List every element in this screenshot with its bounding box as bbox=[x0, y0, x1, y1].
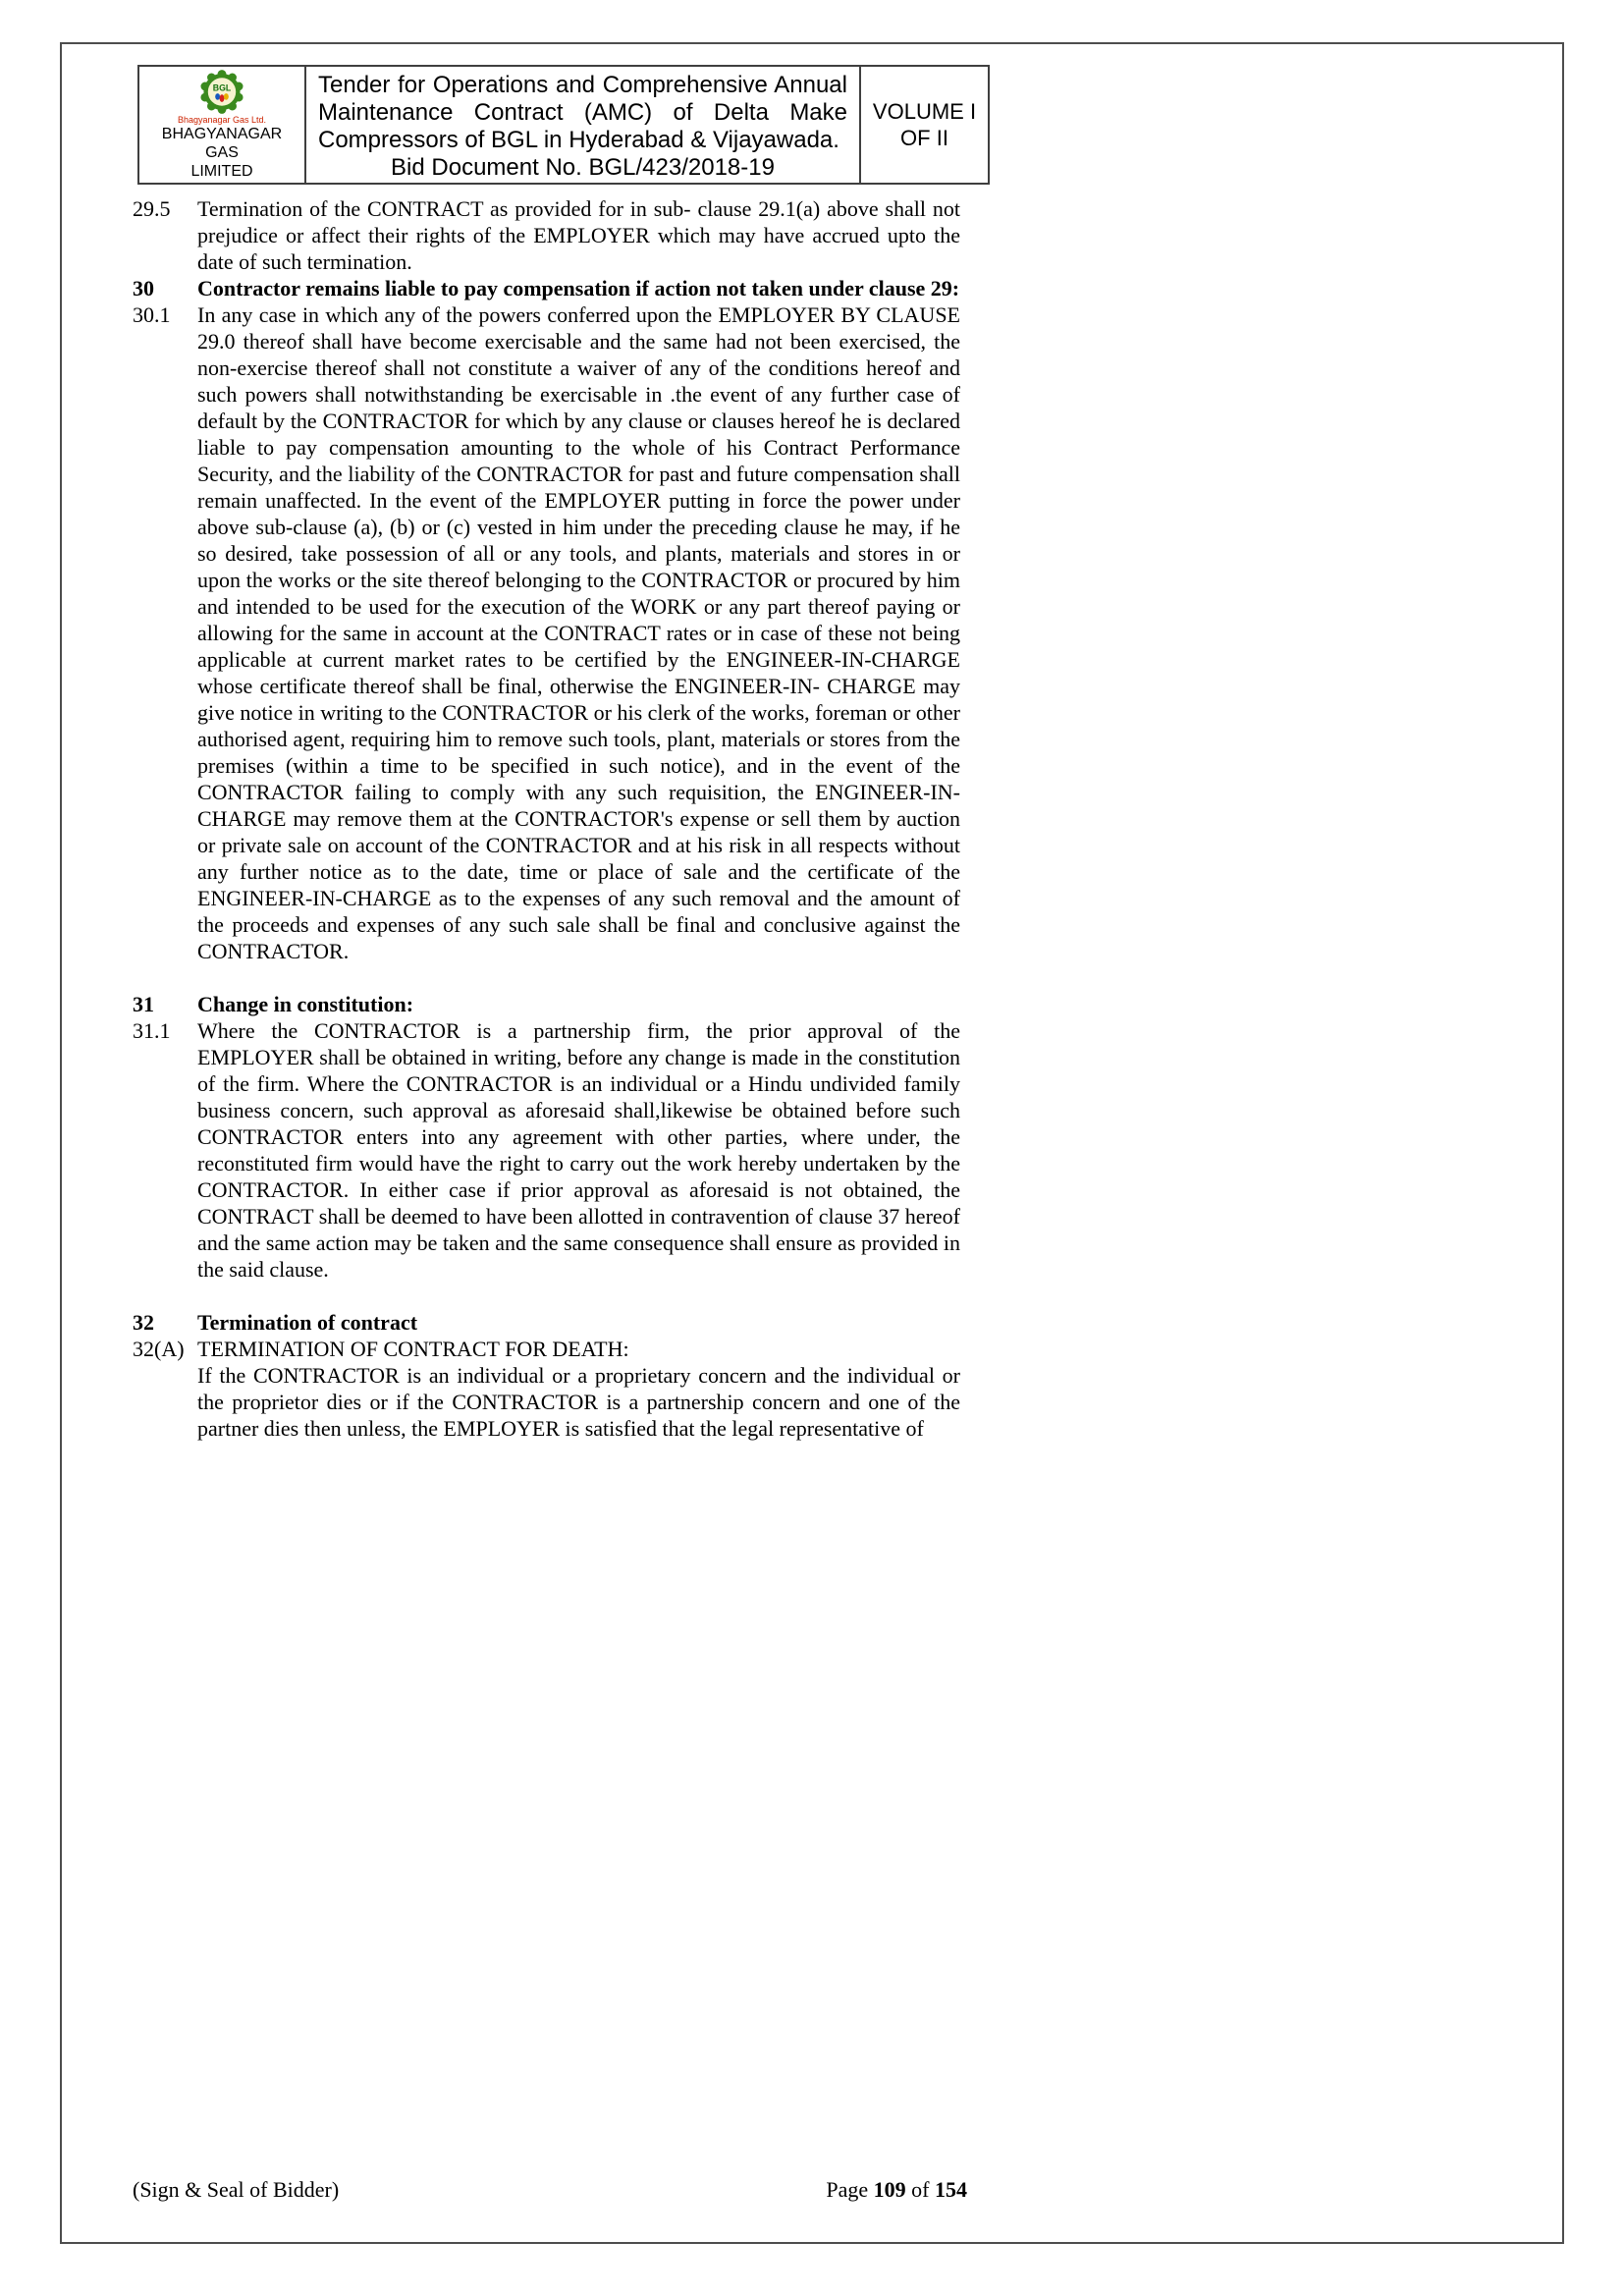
page-total: 154 bbox=[935, 2177, 967, 2202]
clause-30-heading bbox=[133, 275, 960, 301]
org-name-line1: BHAGYANAGAR GAS bbox=[161, 126, 283, 161]
page-label: Page bbox=[826, 2177, 869, 2202]
tender-title: Tender for Operations and Comprehensive Annual Maintenance Contract (AMC) of Delta Make Compressors of BGL in Hyderabad & Vijayawada. bbox=[318, 72, 847, 153]
page-number: 109 bbox=[873, 2177, 906, 2202]
of-label: of bbox=[911, 2177, 930, 2202]
clause-text: Termination of contract bbox=[197, 1310, 418, 1335]
volume-line2: OF II bbox=[900, 126, 948, 150]
clause-text: Where the CONTRACTOR is a partnership firm, the prior approval of the EMPLOYER shall be obtained in writing, before any change is made in the constitution of the firm. Where the CONTRACTOR is an individual or a Hindu undivided family business concern, such approval as aforesaid shall,likewise be obtained before such CONTRACTOR enters into any agreement with other parties, where under, the reconstituted firm would have the right to carry out the work hereby undertaken by the CONTRACTOR. In either case if prior approval as aforesaid is not obtained, the CONTRACT shall be deemed to have been allotted in contravention of clause 37 hereof and the same action may be taken and the same consequence shall ensure as provided in the said clause. bbox=[197, 1018, 960, 1282]
title-cell bbox=[306, 67, 861, 183]
clause-32a bbox=[133, 1336, 960, 1442]
document-footer bbox=[133, 2176, 967, 2203]
clause-text: Contractor remains liable to pay compensation if action not taken under clause 29: bbox=[197, 276, 960, 301]
page-number-indicator bbox=[826, 2176, 967, 2203]
clause-text: If the CONTRACTOR is an individual or a proprietary concern and the individual or the proprietor dies or if the CONTRACTOR is a partnership concern and one of the partner dies then unless, the EMPLOYER is satisfied that the legal representative of bbox=[197, 1363, 960, 1441]
clause-text: In any case in which any of the powers conferred upon the EMPLOYER BY CLAUSE 29.0 thereof shall have become exercisable and the same had not been exercised, the non-exercise thereof shall not constitute a waiver of any of the conditions hereof and such powers shall notwithstanding be exercisable in .the event of any further case of default by the CONTRACTOR for which by any clause or clauses hereof he is declared liable to pay compensation amounting to the whole of his Contract Performance Security, and the liability of the CONTRACTOR for past and future compensation shall remain unaffected. In the event of the EMPLOYER putting in force the power under above sub-clause (a), (b) or (c) vested in him under the preceding clause he may, if he so desired, take possession of all or any tools, and plants, materials and stores in or upon the works or the site thereof belonging to the CONTRACTOR or procured by him and intended to be used for the execution of the WORK or any part thereof paying or allowing for the same in account at the CONTRACT rates or in case of these not being applicable at current market rates to be certified by the ENGINEER-IN-CHARGE whose certificate thereof shall be final, otherwise the ENGINEER-IN- CHARGE may give notice in writing to the CONTRACTOR or his clerk of the works, foreman or other authorised agent, requiring him to remove such tools, plant, materials or stores from the premises (within a time to be specified in such notice), and in the event of the CONTRACTOR failing to comply with any such requisition, the ENGINEER-IN-CHARGE may remove them at the CONTRACTOR's expense or sell them by auction or private sale on account of the CONTRACTOR and at his risk in all respects without any further notice as to the date, time or place of sale and the certificate of the ENGINEER-IN-CHARGE as to the expenses of any such removal and the amount of the proceeds and expenses of any such sale shall be final and conclusive against the CONTRACTOR. bbox=[197, 302, 960, 963]
clause-text-group bbox=[197, 1336, 960, 1442]
logo-text: BGL bbox=[212, 82, 232, 93]
clause-number: 32 bbox=[133, 1310, 154, 1335]
logo-cell bbox=[139, 67, 306, 183]
clause-number: 32(A) bbox=[133, 1337, 185, 1361]
document-header bbox=[137, 65, 990, 185]
clause-31-1 bbox=[133, 1017, 960, 1283]
clause-subheading: TERMINATION OF CONTRACT FOR DEATH: bbox=[197, 1337, 629, 1361]
bid-document-number: Bid Document No. BGL/423/2018-19 bbox=[391, 154, 775, 181]
org-name-line2: LIMITED bbox=[190, 163, 253, 180]
clause-30-1 bbox=[133, 301, 960, 964]
clause-number: 31.1 bbox=[133, 1018, 171, 1043]
clause-text: Termination of the CONTRACT as provided for in sub- clause 29.1(a) above shall not prejudice or affect their rights of the EMPLOYER which may have accrued upto the date of such termination. bbox=[197, 196, 960, 274]
document-body bbox=[133, 195, 960, 1442]
clause-number: 30.1 bbox=[133, 302, 171, 327]
volume-cell bbox=[861, 67, 988, 183]
clause-number: 31 bbox=[133, 992, 154, 1016]
bgl-logo-icon bbox=[185, 69, 259, 115]
sign-seal-note: (Sign & Seal of Bidder) bbox=[133, 2177, 340, 2202]
clause-32-heading bbox=[133, 1309, 960, 1336]
clause-text: Change in constitution: bbox=[197, 992, 414, 1016]
clause-31-heading bbox=[133, 991, 960, 1017]
clause-number: 30 bbox=[133, 276, 154, 301]
volume-line1: VOLUME I bbox=[872, 99, 977, 124]
clause-29-5 bbox=[133, 195, 960, 275]
clause-number: 29.5 bbox=[133, 196, 171, 221]
logo-tagline: Bhagyanagar Gas Ltd. bbox=[177, 115, 267, 125]
